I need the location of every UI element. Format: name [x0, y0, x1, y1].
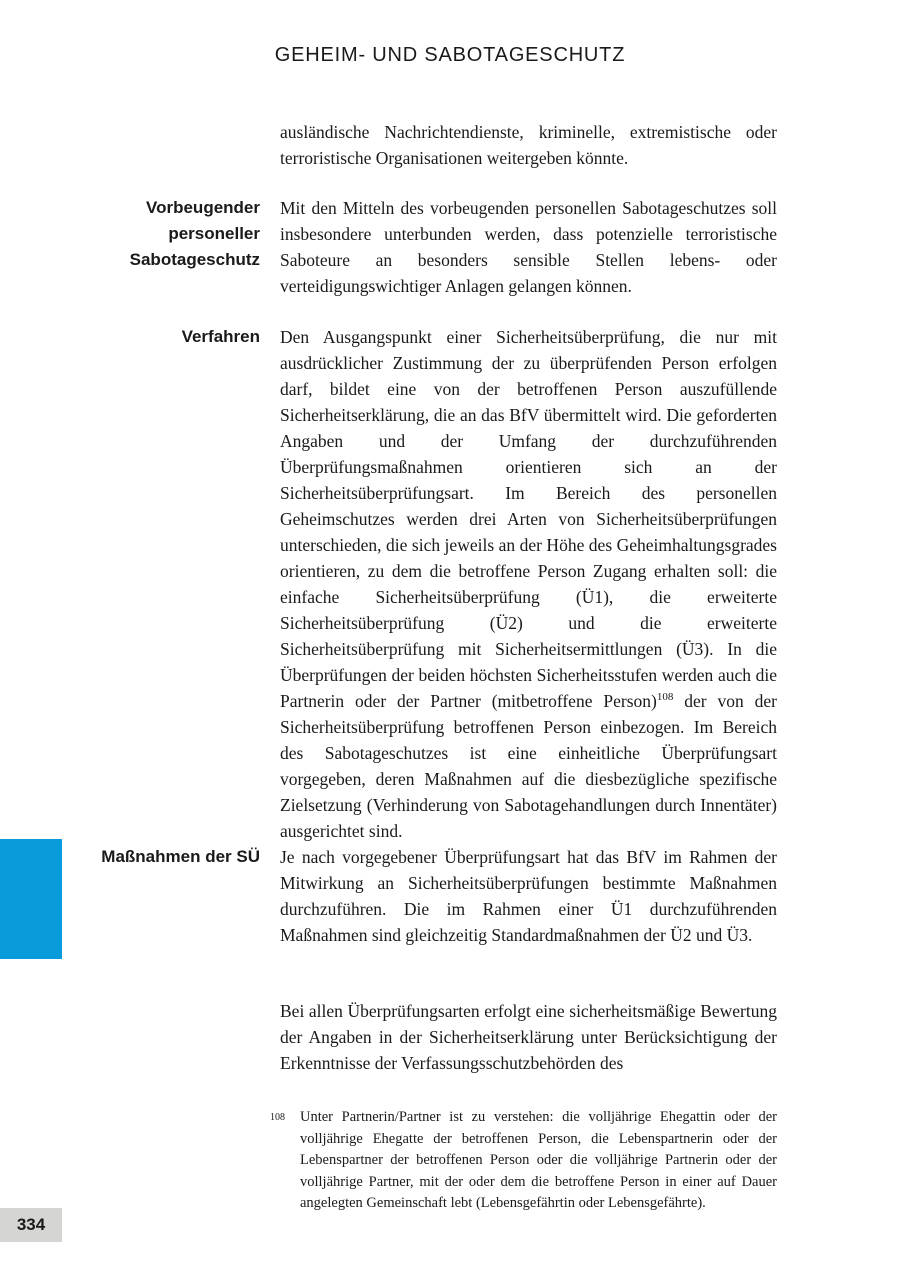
section-verfahren-paragraph: [280, 324, 777, 844]
margin-label-verfahren: Verfahren: [181, 327, 260, 346]
page-number: 334: [16, 1215, 46, 1234]
footnote-reference-108: 108: [656, 691, 674, 704]
margin-label-vorbeugender-personeller-sabotageschutz: Vorbeugender personeller Sabotageschutz: [129, 198, 260, 269]
page-number-box: [0, 1208, 62, 1242]
section-massnahmen-paragraph: Je nach vorgegebener Überprüfungsart hat das BfV im Rahmen der Mitwirkung an Sicherheitsüberprüfungen bestimmte Maßnahmen durchzuführen. Die im Rahmen einer Ü1 durchzuführenden Maßnahmen sind gleichzeitig Standardmaßnahmen der Ü2 und Ü3.: [280, 847, 777, 945]
intro-paragraph: ausländische Nachrichtendienste, kriminelle, extremistische oder terroristische Organisationen weitergeben könnte.: [280, 122, 777, 168]
footnote-text: Unter Partnerin/Partner ist zu verstehen: die volljährige Ehegattin oder der volljährige Ehegatte der betroffenen Person, die Lebenspartnerin oder der Lebenspartner der betroffenen Person oder die volljährige Partnerin oder der volljährige Partner, mit der oder dem die betroffene Person in einer auf Dauer angelegten Gemeinschaft lebt (Lebensgefährtin oder Lebensgefährte).: [300, 1109, 777, 1211]
closing-paragraph: Bei allen Überprüfungsarten erfolgt eine sicherheitsmäßige Bewertung der Angaben in der Sicherheitserklärung unter Berücksichtigung der Erkenntnisse der Verfassungsschutzbehörden des: [280, 1001, 777, 1073]
verfahren-text-after-footnote: der von der Sicherheitsüberprüfung betroffenen Person einbezogen. Im Bereich des Sabotageschutzes ist eine einheitliche Überprüfungsart vorgegeben, deren Maßnahmen auf die diesbezügliche spezifische Zielsetzung (Verhinderung von Sabotagehandlungen durch Innentäter) ausgerichtet sind.: [280, 691, 777, 841]
margin-label-massnahmen-der-sue: Maßnahmen der SÜ: [101, 847, 260, 866]
running-header: GEHEIM- UND SABOTAGESCHUTZ: [274, 44, 626, 66]
section-sabotageschutz-paragraph: Mit den Mitteln des vorbeugenden personellen Sabotageschutzes soll insbesondere unterbunden werden, dass potenzielle terroristische Saboteure an besonders sensible Stellen lebens- oder verteidigungswichtiger Anlagen gelangen können.: [280, 198, 777, 296]
verfahren-text-before-footnote: Den Ausgangspunkt einer Sicherheitsüberprüfung, die nur mit ausdrücklicher Zustimmung der zu überprüfenden Person erfolgen darf, bildet eine von der betroffenen Person auszufüllende Sicherheitserklärung, die an das BfV übermittelt wird. Die geforderten Angaben und der Umfang der durchzuführenden Überprüfungsmaßnahmen orientieren sich an der Sicherheitsüberprüfungsart. Im Bereich des personellen Geheimschutzes werden drei Arten von Sicherheitsüberprüfungen unterschieden, die sich jeweils an der Höhe des Geheimhaltungsgrades orientieren, zu dem die betroffene Person Zugang erhalten soll: die einfache Sicherheitsüberprüfung (Ü1), die erweiterte Sicherheitsüberprüfung (Ü2) und die erweiterte Sicherheitsüberprüfung mit Sicherheitsermittlungen (Ü3). In die Überprüfungen der beiden höchsten Sicherheitsstufen werden auch die Partnerin oder der Partner (mitbetroffene Person): [280, 327, 777, 711]
chapter-marker-bar: [0, 839, 62, 959]
footnote-marker: 108: [270, 1112, 285, 1123]
